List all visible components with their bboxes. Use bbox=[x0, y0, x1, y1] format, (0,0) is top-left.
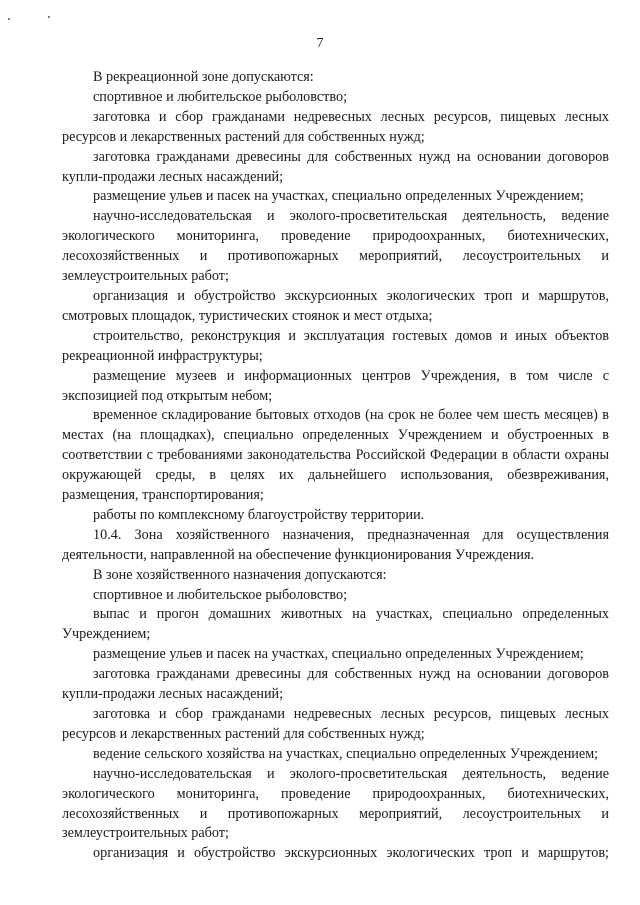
paragraph-grazing: выпас и прогон домашних животных на участках, специально определенных Учреждением; bbox=[62, 606, 609, 643]
paragraph-fishing: спортивное и любительское рыболовство; bbox=[93, 88, 348, 105]
paragraph-agriculture: ведение сельского хозяйства на участках, специально определенных Учреждением; bbox=[93, 745, 599, 762]
scan-speck bbox=[48, 16, 50, 18]
paragraph-non-timber-resources: заготовка и сбор гражданами недревесных лесных ресурсов, пищевых лесных ресурсов и лекарственных растений для собственных нужд; bbox=[62, 108, 609, 145]
page-number: 7 bbox=[316, 36, 324, 51]
paragraph-waste-storage: временное складирование бытовых отходов (на срок не более чем шесть месяцев) в местах (на площадках), специально определенных Учреждением и обустроенных в соответствии с требованиями законодательства Российской Федерации в области охраны окружающей среды, в целях их дальнейшего использования, обезвреживания, размещения, транспортирования; bbox=[62, 407, 609, 504]
paragraph-guest-houses: строительство, реконструкция и эксплуатация гостевых домов и иных объектов рекреационной инфраструктуры; bbox=[62, 327, 609, 364]
paragraph-fishing-economic: спортивное и любительское рыболовство; bbox=[93, 586, 348, 603]
paragraph-eco-trails-economic: организация и обустройство экскурсионных экологических троп и маршрутов; bbox=[93, 845, 609, 862]
paragraph-research-economic: научно-исследовательская и эколого-просветительская деятельность, ведение экологического мониторинга, проведение природоохранных, биотехнических, лесохозяйственных и противопожарных мероприятий, лесоустроительных и землеустроительных работ; bbox=[62, 765, 609, 842]
paragraph-timber-harvest-economic: заготовка гражданами древесины для собственных нужд на основании договоров купли-продажи лесных насаждений; bbox=[62, 666, 609, 703]
paragraph-eco-trails: организация и обустройство экскурсионных экологических троп и маршрутов, смотровых площадок, туристических стоянок и мест отдыха; bbox=[62, 287, 609, 324]
paragraph-beehives-economic: размещение ульев и пасек на участках, специально определенных Учреждением; bbox=[93, 646, 584, 663]
paragraph-beehives: размещение ульев и пасек на участках, специально определенных Учреждением; bbox=[93, 188, 584, 205]
paragraph-non-timber-resources-economic: заготовка и сбор гражданами недревесных лесных ресурсов, пищевых лесных ресурсов и лекарственных растений для собственных нужд; bbox=[62, 706, 609, 742]
paragraph-research: научно-исследовательская и эколого-просветительская деятельность, ведение экологического мониторинга, проведение природоохранных, биотехнических, лесохозяйственных и противопожарных мероприятий, лесоустроительных и землеустроительных работ; bbox=[62, 208, 609, 285]
paragraph-section-10-4: 10.4. Зона хозяйственного назначения, предназначенная для осуществления деятельности, направленной на обеспечение функционирования Учреждения. bbox=[62, 526, 609, 563]
document-body bbox=[62, 68, 609, 864]
scan-speck bbox=[8, 18, 10, 20]
paragraph-landscaping: работы по комплексному благоустройству территории. bbox=[93, 506, 425, 523]
paragraph-intro-economic: В зоне хозяйственного назначения допускаются: bbox=[93, 566, 387, 583]
paragraph-timber-harvest: заготовка гражданами древесины для собственных нужд на основании договоров купли-продажи лесных насаждений; bbox=[62, 148, 609, 185]
paragraph-intro-recreational: В рекреационной зоне допускаются: bbox=[93, 69, 314, 85]
paragraph-museums: размещение музеев и информационных центров Учреждения, в том числе с экспозицией под открытым небом; bbox=[62, 367, 609, 404]
